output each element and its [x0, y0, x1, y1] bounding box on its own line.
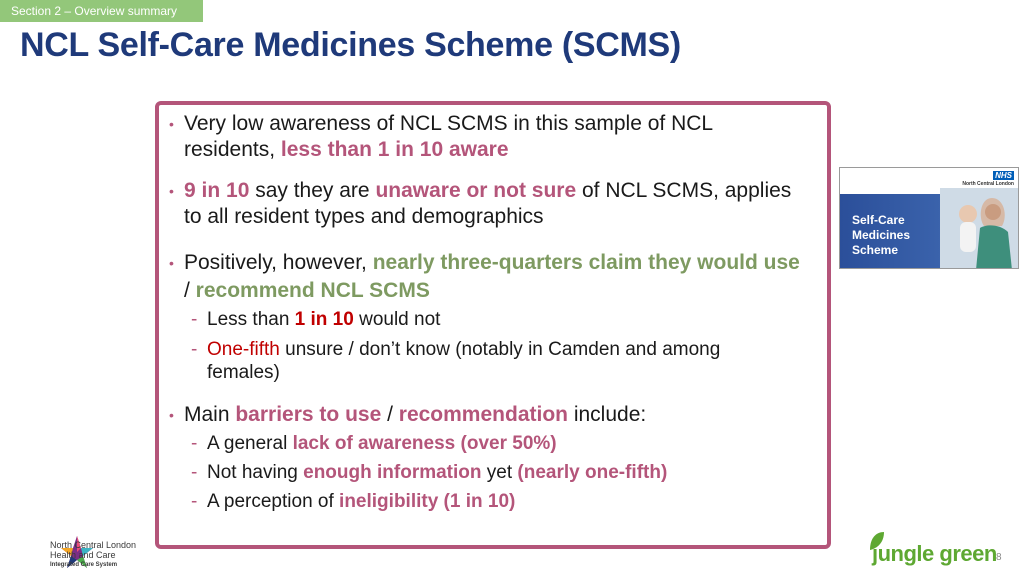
bullet-dot: •	[169, 255, 174, 271]
page-title: NCL Self-Care Medicines Scheme (SCMS)	[20, 26, 681, 64]
sub-dash: -	[191, 339, 198, 360]
people-illustration	[940, 188, 1019, 269]
summary-box	[155, 101, 831, 549]
org-logo-text: North Central London Health and Care Integrated Care System	[50, 540, 137, 568]
nhs-logo: NHS	[995, 171, 1012, 180]
sub-dash: -	[191, 491, 198, 512]
card-title: Self-Care Medicines Scheme	[852, 213, 911, 257]
card-org-name: North Central London	[962, 181, 1014, 187]
page-number: 8	[996, 552, 1002, 563]
sub-information: - Not having enough information yet (nearly one-fifth)	[191, 462, 668, 483]
sub-dash: -	[191, 309, 198, 330]
sub-unsure: - One-fifth unsure / don’t know (notably in Camden and among females)	[191, 339, 721, 383]
sub-would-not: - Less than 1 in 10 would not	[191, 309, 441, 330]
bullet-dot: •	[169, 116, 174, 132]
sub-dash: -	[191, 433, 198, 454]
bullet-dot: •	[169, 407, 174, 423]
agency-logo: jungle green	[872, 541, 997, 566]
bullet-barriers: • Main barriers to use / recommendation include:	[169, 403, 647, 426]
bullet-positive: • Positively, however, nearly three-quarters claim they would use / recommend NCL SCMS	[169, 251, 800, 302]
section-tag: Section 2 – Overview summary	[0, 0, 203, 22]
scheme-card-image	[839, 167, 1019, 269]
bullet-awareness: • Very low awareness of NCL SCMS in this sample of NCL residents, less than 1 in 10 aware	[169, 112, 713, 161]
sub-ineligibility: - A perception of ineligibility (1 in 10)	[191, 491, 516, 512]
bullet-unaware: • 9 in 10 say they are unaware or not sure of NCL SCMS, applies to all resident types and demographics	[169, 179, 792, 228]
sub-lack-awareness: - A general lack of awareness (over 50%)	[191, 433, 557, 454]
sub-dash: -	[191, 462, 198, 483]
bullet-dot: •	[169, 183, 174, 199]
